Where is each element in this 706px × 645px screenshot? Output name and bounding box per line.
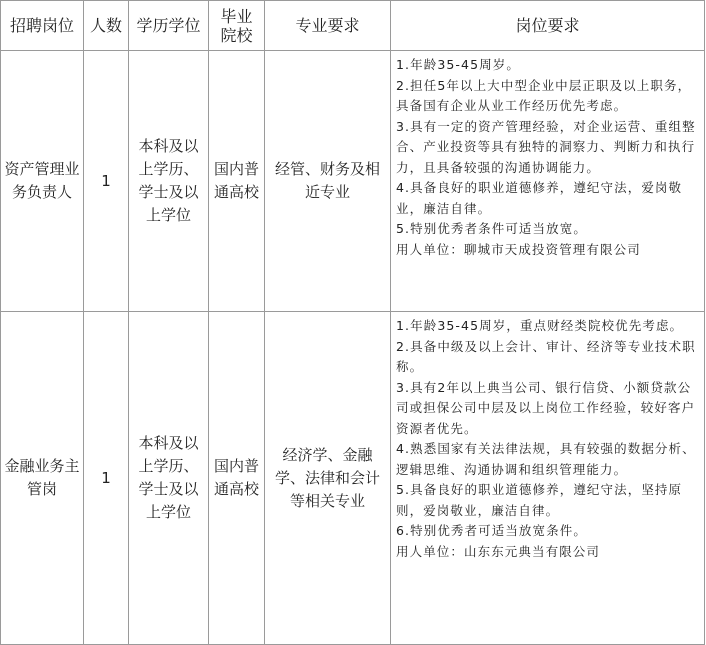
requirement-item: 6.特别优秀者可适当放宽条件。: [396, 523, 587, 538]
table-row: [1, 312, 705, 645]
cell-school: 国内普通高校: [209, 312, 265, 645]
header-education: 学历学位: [129, 1, 209, 51]
requirement-item: 3.具有2年以上典当公司、银行信贷、小额贷款公司或担保公司中层及以上岗位工作经验，较好客户资源者优先。: [396, 379, 696, 436]
employer-line: 用人单位：山东东元典当有限公司: [396, 543, 601, 559]
requirement-item: 5.特别优秀者条件可适当放宽。: [396, 221, 587, 236]
cell-major: 经济学、金融学、法律和会计等相关专业: [265, 312, 391, 645]
cell-education: 本科及以上学历、学士及以上学位: [129, 312, 209, 645]
header-school: 毕业院校: [209, 1, 265, 51]
requirement-item: 5.具备良好的职业道德修养，遵纪守法，坚持原则，爱岗敬业，廉洁自律。: [396, 482, 683, 518]
employer-line: 用人单位：聊城市天成投资管理有限公司: [396, 241, 641, 257]
cell-major: 经管、财务及相近专业: [265, 51, 391, 312]
cell-position: 资产管理业务负责人: [1, 51, 84, 312]
cell-requirements: [391, 51, 705, 312]
cell-count: 1: [84, 51, 129, 312]
header-row: [1, 1, 705, 51]
requirement-item: 2.担任5年以上大中型企业中层正职及以上职务，具备国有企业从业工作经历优先考虑。: [396, 77, 692, 113]
requirement-item: 3.具有一定的资产管理经验，对企业运营、重组整合、产业投资等具有独特的洞察力、判断力和执行力，且具备较强的沟通协调能力。: [396, 118, 696, 175]
table-row: [1, 51, 705, 312]
header-position: 招聘岗位: [1, 1, 84, 51]
cell-education: 本科及以上学历、学士及以上学位: [129, 51, 209, 312]
requirement-item: 4.具备良好的职业道德修养，遵纪守法，爱岗敬业，廉洁自律。: [396, 180, 683, 216]
cell-position: 金融业务主管岗: [1, 312, 84, 645]
header-major: 专业要求: [265, 1, 391, 51]
header-requirements: 岗位要求: [391, 1, 705, 51]
cell-count: 1: [84, 312, 129, 645]
requirement-item: 4.熟悉国家有关法律法规，具有较强的数据分析、逻辑思维、沟通协调和组织管理能力。: [396, 441, 696, 477]
requirement-item: 1.年龄35-45周岁。: [396, 57, 520, 72]
requirement-item: 1.年龄35-45周岁，重点财经类院校优先考虑。: [396, 318, 684, 333]
requirement-item: 2.具备中级及以上会计、审计、经济等专业技术职称。: [396, 338, 696, 374]
header-count: 人数: [84, 1, 129, 51]
cell-requirements: [391, 312, 705, 645]
cell-school: 国内普通高校: [209, 51, 265, 312]
